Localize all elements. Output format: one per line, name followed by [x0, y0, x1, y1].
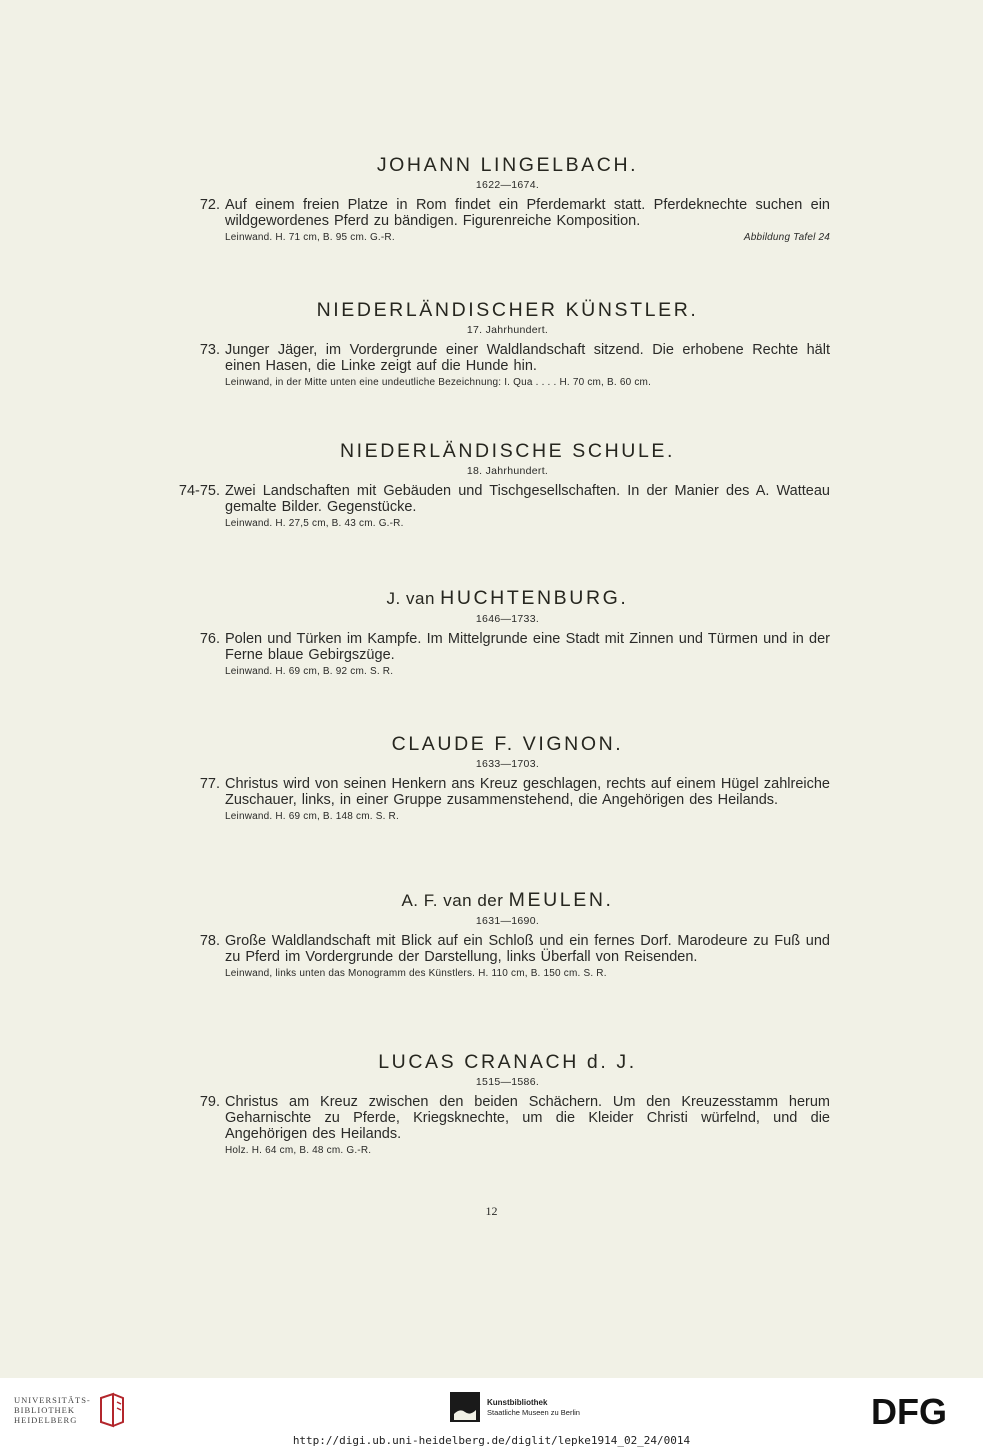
- catalog-entry: [185, 888, 830, 980]
- artist-heading: [185, 888, 830, 913]
- library-name-line: HEIDELBERG: [14, 1415, 78, 1425]
- dfg-wordmark-icon: [871, 1394, 967, 1428]
- catalog-entry: [185, 732, 830, 823]
- dfg-wordmark: DFG: [871, 1394, 947, 1428]
- item-description: Große Waldlandschaft mit Blick auf ein Schloß und ein fernes Dorf. Marodeure zu Fuß und zu Pferd im Vordergrunde der Darstellung, links Überfall von Reisenden.: [225, 933, 830, 965]
- catalog-item: [185, 197, 830, 244]
- kunstbibliothek-title: Kunstbibliothek: [487, 1397, 548, 1407]
- catalog-item: [185, 776, 830, 823]
- kunstbibliothek-logo[interactable]: [450, 1392, 580, 1422]
- item-number: 76.: [199, 631, 220, 647]
- item-meta-row: [225, 231, 830, 244]
- artist-name: MEULEN.: [508, 889, 614, 911]
- artist-dates: 1646—1733.: [475, 613, 540, 625]
- item-number: 78.: [199, 933, 220, 949]
- artist-prefix: J. van: [386, 589, 441, 608]
- artist-dates: 18. Jahrhundert.: [466, 465, 549, 477]
- item-meta-row: [225, 967, 830, 980]
- item-meta: Leinwand. H. 27,5 cm, B. 43 cm. G.-R.: [225, 518, 404, 529]
- artist-heading: [185, 586, 830, 611]
- artist-heading: CLAUDE F. VIGNON.: [391, 733, 624, 755]
- catalog-item: [185, 342, 830, 389]
- artist-heading: JOHANN LINGELBACH.: [376, 154, 639, 176]
- item-number: 74-75.: [178, 483, 220, 499]
- item-meta-row: [225, 376, 830, 389]
- item-meta-row: [225, 517, 830, 530]
- item-meta-row: [225, 665, 830, 678]
- catalog-entry: [185, 586, 830, 678]
- item-meta: Leinwand. H. 69 cm, B. 148 cm. S. R.: [225, 811, 399, 822]
- item-number: 77.: [199, 776, 220, 792]
- item-description: Christus wird von seinen Henkern ans Kreuz geschlagen, rechts auf einem Hügel zahlreiche Zuschauer, links, in einer Gruppe zusammenstehend, die Angehörigen des Heilands.: [225, 776, 830, 808]
- artist-dates: 1515—1586.: [475, 1076, 540, 1088]
- catalog-entry: [185, 298, 830, 389]
- plate-reference: Abbildung Tafel 24: [743, 232, 830, 243]
- kunstbibliothek-subtitle: Staatliche Museen zu Berlin: [487, 1407, 580, 1417]
- artist-heading: NIEDERLÄNDISCHER KÜNSTLER.: [316, 299, 699, 321]
- artist-prefix: A. F. van der: [401, 891, 509, 910]
- catalog-item: [178, 483, 830, 530]
- item-meta: Leinwand, in der Mitte unten eine undeutliche Bezeichnung: I. Qua . . . . H. 70 cm, B. 60 cm.: [225, 377, 652, 388]
- artist-dates: 1622—1674.: [475, 179, 540, 191]
- item-number: 79.: [199, 1094, 220, 1110]
- item-meta: Leinwand, links unten das Monogramm des Künstlers. H. 110 cm, B. 150 cm. S. R.: [225, 968, 607, 979]
- item-meta: Leinwand. H. 71 cm, B. 95 cm. G.-R.: [225, 232, 395, 243]
- item-description: Christus am Kreuz zwischen den beiden Schächern. Um den Kreuzesstamm herum Geharnischte zu Pferde, Kriegsknechte, um die Kleider Christi würfelnd, und die Angehörigen des Heilands.: [225, 1094, 830, 1142]
- item-number: 73.: [199, 342, 220, 358]
- artist-dates: 1631—1690.: [475, 915, 540, 927]
- item-description: Polen und Türken im Kampfe. Im Mittelgrunde eine Stadt mit Zinnen und Türmen und in der Ferne blaue Gebirgszüge.: [225, 631, 830, 663]
- artist-heading: NIEDERLÄNDISCHE SCHULE.: [339, 440, 676, 462]
- item-description: Junger Jäger, im Vordergrunde einer Waldlandschaft sitzend. Die erhobene Rechte hält einen Hasen, die Linke zeigt auf die Hunde hin.: [225, 342, 830, 374]
- item-meta: Holz. H. 64 cm, B. 48 cm. G.-R.: [225, 1145, 372, 1156]
- library-name-line: UNIVERSITÄTS-: [14, 1395, 91, 1405]
- kunstbibliothek-text: [487, 1397, 580, 1418]
- library-name-line: BIBLIOTHEK: [14, 1405, 75, 1415]
- artist-heading: LUCAS CRANACH d. J.: [378, 1051, 637, 1073]
- library-name: [14, 1395, 91, 1425]
- catalog-entry: [185, 1050, 830, 1157]
- item-number: 72.: [199, 197, 220, 213]
- artist-name: HUCHTENBURG.: [440, 587, 629, 609]
- source-url-link[interactable]: http://digi.ub.uni-heidelberg.de/diglit/lepke1914_02_24/0014: [292, 1434, 691, 1447]
- item-meta: Leinwand. H. 69 cm, B. 92 cm. S. R.: [225, 666, 394, 677]
- page-number: 12: [485, 1204, 498, 1218]
- item-meta-row: [225, 1144, 830, 1157]
- university-library-logo[interactable]: [14, 1392, 127, 1428]
- library-emblem-icon: [97, 1392, 127, 1428]
- catalog-item: [185, 933, 830, 980]
- catalog-item: [185, 631, 830, 678]
- dfg-logo[interactable]: [871, 1394, 967, 1433]
- catalog-item: [185, 1094, 830, 1157]
- catalog-entry: [185, 153, 830, 244]
- kunstbibliothek-icon: [450, 1392, 480, 1422]
- item-description: Zwei Landschaften mit Gebäuden und Tischgesellschaften. In der Manier des A. Watteau gemalte Bilder. Gegenstücke.: [225, 483, 830, 515]
- artist-dates: 1633—1703.: [475, 758, 540, 770]
- item-meta-row: [225, 810, 830, 823]
- artist-dates: 17. Jahrhundert.: [466, 324, 549, 336]
- digitization-footer: [0, 1378, 983, 1450]
- catalog-entry: [178, 439, 830, 530]
- item-description: Auf einem freien Platze in Rom findet ein Pferdemarkt statt. Pferdeknechte suchen ein wildgewordenes Pferd zu bändigen. Figurenreiche Komposition.: [225, 197, 830, 229]
